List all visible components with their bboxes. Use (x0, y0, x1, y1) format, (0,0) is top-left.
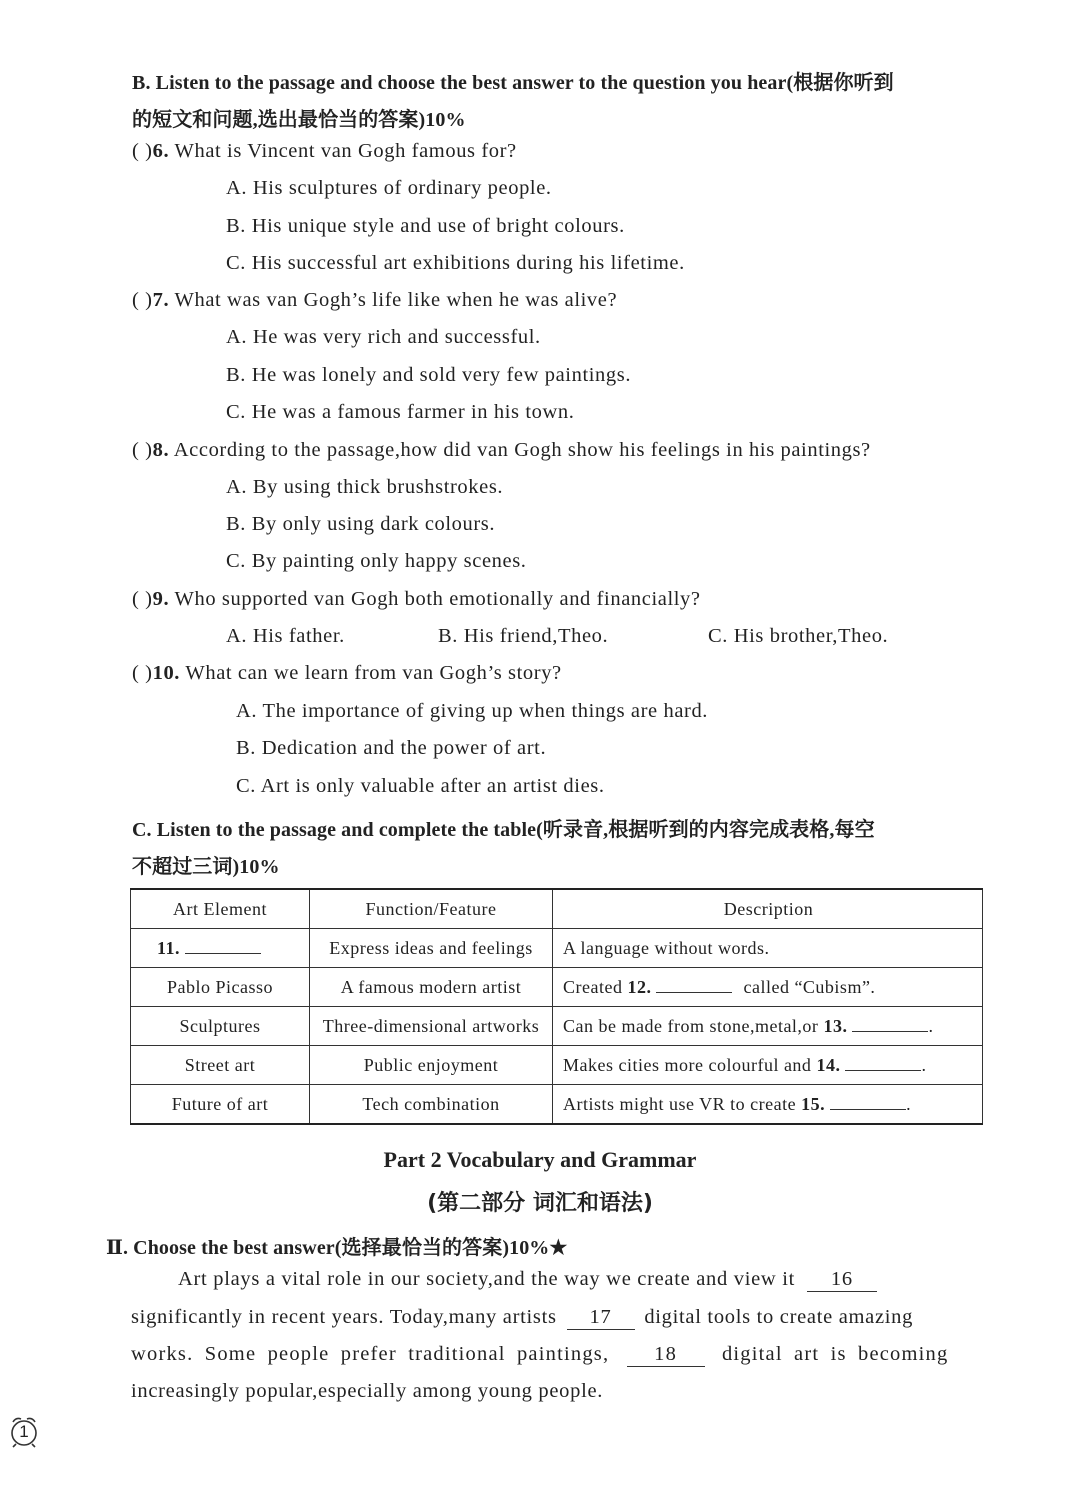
table-cell: Public enjoyment (310, 1046, 553, 1085)
question-6-option-a: A. His sculptures of ordinary people. (226, 177, 552, 199)
page-number-badge (8, 1414, 40, 1448)
table-header-cell: Art Element (131, 889, 310, 929)
question-9-option-c: C. His brother,Theo. (708, 625, 889, 647)
passage-line-2 (131, 1306, 913, 1330)
table-cell (553, 1085, 983, 1125)
cell-text: . (921, 1055, 927, 1075)
blank-number: 12. (627, 977, 652, 997)
cell-text: . (928, 1016, 934, 1036)
question-number: 6. (152, 140, 170, 162)
answer-blank-12[interactable] (656, 976, 732, 993)
question-10-option-a: A. The importance of giving up when things are hard. (236, 700, 709, 722)
table-cell (553, 1046, 983, 1085)
table-cell: Street art (131, 1046, 310, 1085)
question-6-option-b: B. His unique style and use of bright colours. (226, 215, 625, 237)
passage-text: digital art is becoming (721, 1343, 949, 1365)
section-b-heading-line1: B. Listen to the passage and choose the best answer to the question you hear(根据你听到 (132, 72, 894, 94)
table-row (131, 1085, 983, 1125)
answer-blank-13[interactable] (852, 1015, 928, 1032)
table-header-row (131, 889, 983, 929)
question-text: According to the passage,how did van Gogh show his feelings in his paintings? (173, 439, 871, 461)
table-row (131, 1007, 983, 1046)
question-8 (132, 439, 871, 462)
section-ii-heading: Ⅱ. Choose the best answer(选择最恰当的答案)10%★ (106, 1237, 568, 1259)
question-9-option-a: A. His father. (226, 625, 345, 647)
table-cell (131, 929, 310, 968)
table-row (131, 1046, 983, 1085)
question-9-option-b: B. His friend,Theo. (438, 625, 609, 647)
table-cell: Future of art (131, 1085, 310, 1125)
section-c-heading-line2: 不超过三词)10% (132, 856, 280, 878)
answer-bracket[interactable]: ( ) (132, 140, 153, 162)
cell-text: Makes cities more colourful and (563, 1055, 812, 1075)
question-7 (132, 289, 617, 312)
question-10 (132, 662, 562, 685)
question-6 (132, 140, 517, 163)
question-text: What is Vincent van Gogh famous for? (174, 140, 517, 162)
table-row (131, 929, 983, 968)
table-cell: Pablo Picasso (131, 968, 310, 1007)
cell-text: called “Cubism”. (743, 977, 876, 997)
table-cell: A language without words. (553, 929, 983, 968)
passage-text: significantly in recent years. Today,many artists (131, 1306, 557, 1328)
table-cell: A famous modern artist (310, 968, 553, 1007)
answer-blank-14[interactable] (845, 1054, 921, 1071)
table-cell: Sculptures (131, 1007, 310, 1046)
answer-blank-17[interactable]: 17 (567, 1306, 635, 1330)
question-10-option-c: C. Art is only valuable after an artist dies. (236, 775, 605, 797)
question-6-option-c: C. His successful art exhibitions during his lifetime. (226, 252, 685, 274)
question-number: 10. (152, 662, 181, 684)
cell-text: Created (563, 977, 623, 997)
answer-bracket[interactable]: ( ) (132, 289, 153, 311)
cell-text: . (906, 1094, 912, 1114)
part2-title: Part 2 Vocabulary and Grammar (383, 1147, 697, 1172)
table-row (131, 968, 983, 1007)
question-7-option-c: C. He was a famous farmer in his town. (226, 401, 575, 423)
question-text: Who supported van Gogh both emotionally and financially? (174, 588, 701, 610)
section-c-heading-line1: C. Listen to the passage and complete the table(听录音,根据听到的内容完成表格,每空 (132, 819, 875, 841)
passage-text: Art plays a vital role in our society,and the way we create and view it (178, 1268, 796, 1290)
question-number: 7. (152, 289, 170, 311)
question-8-option-b: B. By only using dark colours. (226, 513, 496, 535)
table-cell: Tech combination (310, 1085, 553, 1125)
table-cell (553, 968, 983, 1007)
question-8-option-a: A. By using thick brushstrokes. (226, 476, 504, 498)
table-header-cell: Description (553, 889, 983, 929)
answer-blank-11[interactable] (185, 937, 261, 954)
table-cell: Express ideas and feelings (310, 929, 553, 968)
answer-blank-15[interactable] (830, 1093, 906, 1110)
question-number: 9. (152, 588, 170, 610)
passage-text: digital tools to create amazing (644, 1306, 914, 1328)
question-9 (132, 588, 701, 611)
passage-text: works. Some people prefer traditional paintings, (131, 1343, 610, 1365)
answer-blank-18[interactable]: 18 (627, 1343, 705, 1367)
question-7-option-b: B. He was lonely and sold very few paintings. (226, 364, 632, 386)
question-text: What was van Gogh’s life like when he was alive? (174, 289, 618, 311)
cell-text: Can be made from stone,metal,or (563, 1016, 819, 1036)
section-b-heading-line2: 的短文和问题,选出最恰当的答案)10% (132, 109, 466, 131)
answer-bracket[interactable]: ( ) (132, 662, 153, 684)
cell-text: Artists might use VR to create (563, 1094, 797, 1114)
blank-number: 11. (157, 938, 181, 958)
passage-line-4: increasingly popular,especially among young people. (131, 1380, 604, 1402)
question-text: What can we learn from van Gogh’s story? (185, 662, 562, 684)
table-cell (553, 1007, 983, 1046)
answer-bracket[interactable]: ( ) (132, 588, 153, 610)
blank-number: 14. (816, 1055, 841, 1075)
part2-subtitle: (第二部分 词汇和语法) (427, 1191, 653, 1216)
blank-number: 15. (801, 1094, 826, 1114)
passage-line-1 (178, 1268, 877, 1292)
question-10-option-b: B. Dedication and the power of art. (236, 737, 547, 759)
question-7-option-a: A. He was very rich and successful. (226, 326, 541, 348)
table-cell: Three-dimensional artworks (310, 1007, 553, 1046)
page-number: 1 (19, 1422, 29, 1441)
answer-blank-16[interactable]: 16 (807, 1268, 877, 1292)
question-8-option-c: C. By painting only happy scenes. (226, 550, 527, 572)
answer-bracket[interactable]: ( ) (132, 439, 153, 461)
blank-number: 13. (823, 1016, 848, 1036)
question-number: 8. (152, 439, 170, 461)
passage-line-3 (131, 1343, 948, 1367)
listening-table (130, 888, 983, 1125)
table-header-cell: Function/Feature (310, 889, 553, 929)
